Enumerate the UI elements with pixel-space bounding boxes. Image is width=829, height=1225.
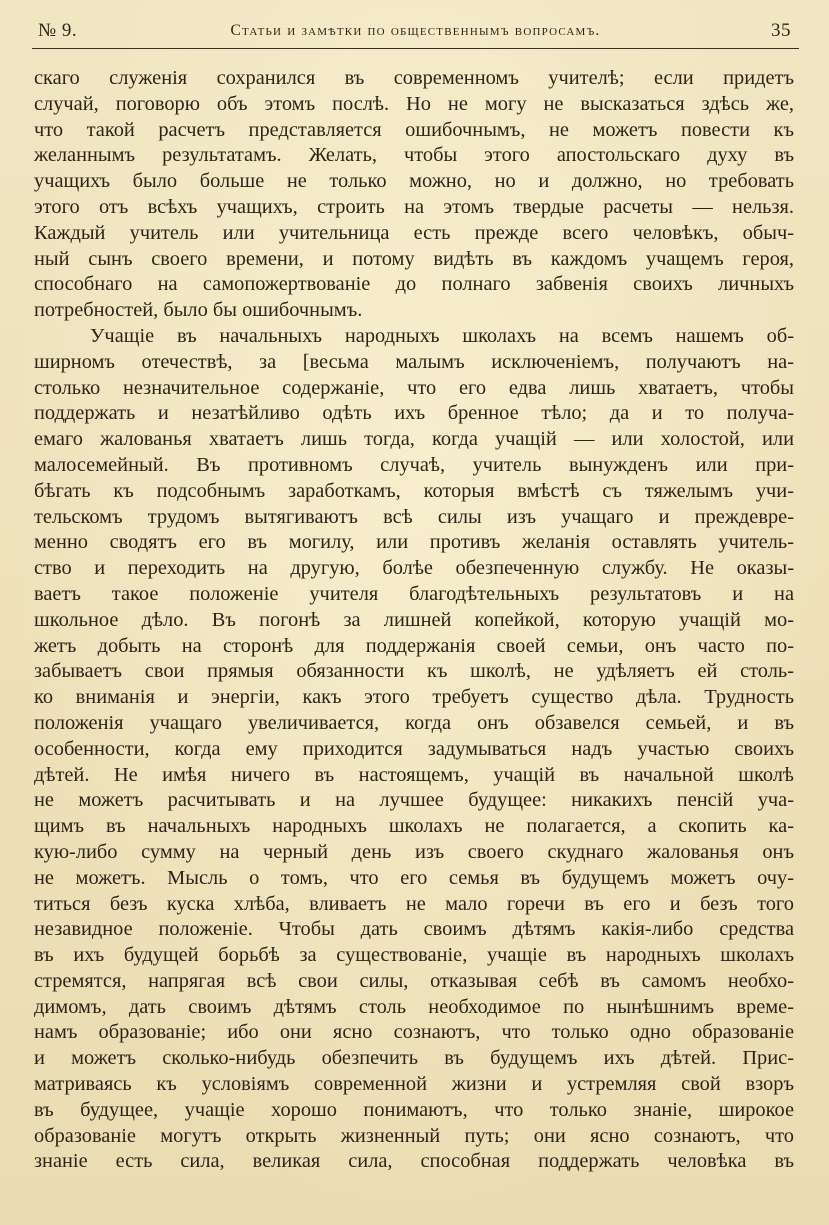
text-line: емаго жалованья хватаетъ лишь тогда, когда учащій — или холостой, или (34, 428, 794, 451)
text-line: случай, поговорю объ этомъ послѣ. Но не могу не высказаться здѣсь же, (34, 92, 794, 115)
text-line: менно сводятъ его въ могилу, или противъ желанія оставлять учитель- (34, 531, 794, 554)
text-line: способнаго на самопожертвованіе до полнаго забвенія своихъ личныхъ (34, 273, 794, 296)
text-line: ширномъ отечествѣ, за [весьма малымъ исключеніемъ, получаютъ на- (34, 350, 794, 373)
text-line: бѣгать къ подсобнымъ заработкамъ, которыя вмѣстѣ съ тяжелымъ учи- (34, 479, 794, 502)
text-line: въ будущее, учащіе хорошо понимаютъ, что только знаніе, широкое (34, 1098, 794, 1121)
text-line: и можетъ сколько-нибудь обезпечить въ будущемъ ихъ дѣтей. Прис- (34, 1047, 794, 1070)
text-line: малосемейный. Въ противномъ случаѣ, учитель вынужденъ или при- (34, 453, 794, 476)
text-line: этого отъ всѣхъ учащихъ, строить на этомъ твердые расчеты — нельзя. (34, 195, 794, 218)
text-line: потребностей, было бы ошибочнымъ. (34, 299, 363, 322)
text-line: кую-либо сумму на черный день изъ своего скуднаго жалованья онъ (34, 840, 794, 863)
issue-number: № 9. (38, 20, 78, 41)
text-line: забываетъ свои прямыя обязанности къ школѣ, не удѣляетъ ей столь- (34, 660, 794, 683)
text-line: скаго служенія сохранился въ современномъ учителѣ; если придетъ (34, 67, 794, 89)
text-line: дѣтей. Не имѣя ничего въ настоящемъ, учащій въ начальной школѣ (34, 763, 794, 786)
text-line: не можетъ. Мысль о томъ, что его семья въ будущемъ можетъ очу- (34, 866, 794, 889)
text-line: незавидное положеніе. Чтобы дать своимъ дѣтямъ какія-либо средства (34, 918, 794, 941)
text-line: тельскомъ трудомъ вытягиваютъ всѣ силы изъ учащаго и преждевре- (34, 505, 794, 528)
text-line: желаннымъ результатамъ. Желать, чтобы этого апостольскаго духу въ (34, 144, 794, 167)
text-line: Каждый учитель или учительница есть прежде всего человѣкъ, обыч- (34, 221, 794, 244)
text-line: школьное дѣло. Въ погонѣ за лишней копейкой, которую учащій мо- (34, 608, 794, 631)
text-line: щимъ въ начальныхъ народныхъ школахъ не полагается, а скопить ка- (34, 815, 794, 838)
text-line: титься безъ куска хлѣба, вливаетъ не мало горечи въ его и безъ того (34, 892, 794, 915)
text-line: ный сынъ своего времени, и потому видѣть въ каждомъ учащемъ героя, (34, 247, 794, 270)
text-line: столько незначительное содержаніе, что его едва лишь хватаетъ, чтобы (34, 376, 794, 399)
running-header (32, 18, 799, 49)
text-line: димомъ, дать своимъ дѣтямъ столь необходимое по нынѣшнимъ време- (34, 995, 794, 1018)
text-line: намъ образованіе; ибо они ясно сознаютъ, что только одно образованіе (34, 1021, 794, 1044)
text-line: особенности, когда ему приходится задумываться надъ участью своихъ (34, 737, 794, 760)
text-line: положенія учащаго увеличивается, когда онъ обзавелся семьей, и въ (34, 711, 794, 734)
body-text (34, 66, 794, 1175)
text-line: въ ихъ будущей борьбѣ за существованіе, учащіе въ народныхъ школахъ (34, 944, 794, 967)
text-line: матриваясь къ условіямъ современной жизни и устремляя свой взоръ (34, 1073, 794, 1096)
text-line: ко вниманія и энергіи, какъ этого требуетъ существо дѣла. Трудность (34, 686, 794, 709)
text-line: Учащіе въ начальныхъ народныхъ школахъ на всемъ нашемъ об- (90, 324, 794, 347)
text-line: образованіе могутъ открыть жизненный путь; они ясно сознаютъ, что (34, 1124, 794, 1147)
text-line: ство и переходить на другую, болѣе обезпеченную службу. Не оказы- (34, 557, 794, 580)
text-line: не можетъ расчитывать и на лучшее будущее: никакихъ пенсій уча- (34, 789, 794, 812)
running-title: Статьи и замѣтки по общественнымъ вопросамъ. (230, 22, 601, 39)
text-line: что такой расчетъ представляется ошибочнымъ, не можетъ повести къ (34, 118, 794, 141)
text-line: стремятся, напрягая всѣ свои силы, отказывая себѣ въ самомъ необхо- (34, 969, 794, 992)
text-line: учащихъ было больше не только можно, но и должно, но требовать (34, 170, 794, 193)
text-line: поддержать и незатѣйливо одѣть ихъ бренное тѣло; да и то получа- (34, 402, 794, 425)
text-line: ваетъ такое положеніе учителя благодѣтельныхъ результатовъ и на (34, 582, 794, 605)
page-number: 35 (771, 20, 791, 41)
text-line: знаніе есть сила, великая сила, способная поддержать человѣка въ (34, 1150, 794, 1173)
text-line: жетъ добыть на сторонѣ для поддержанія своей семьи, онъ часто по- (34, 634, 794, 657)
